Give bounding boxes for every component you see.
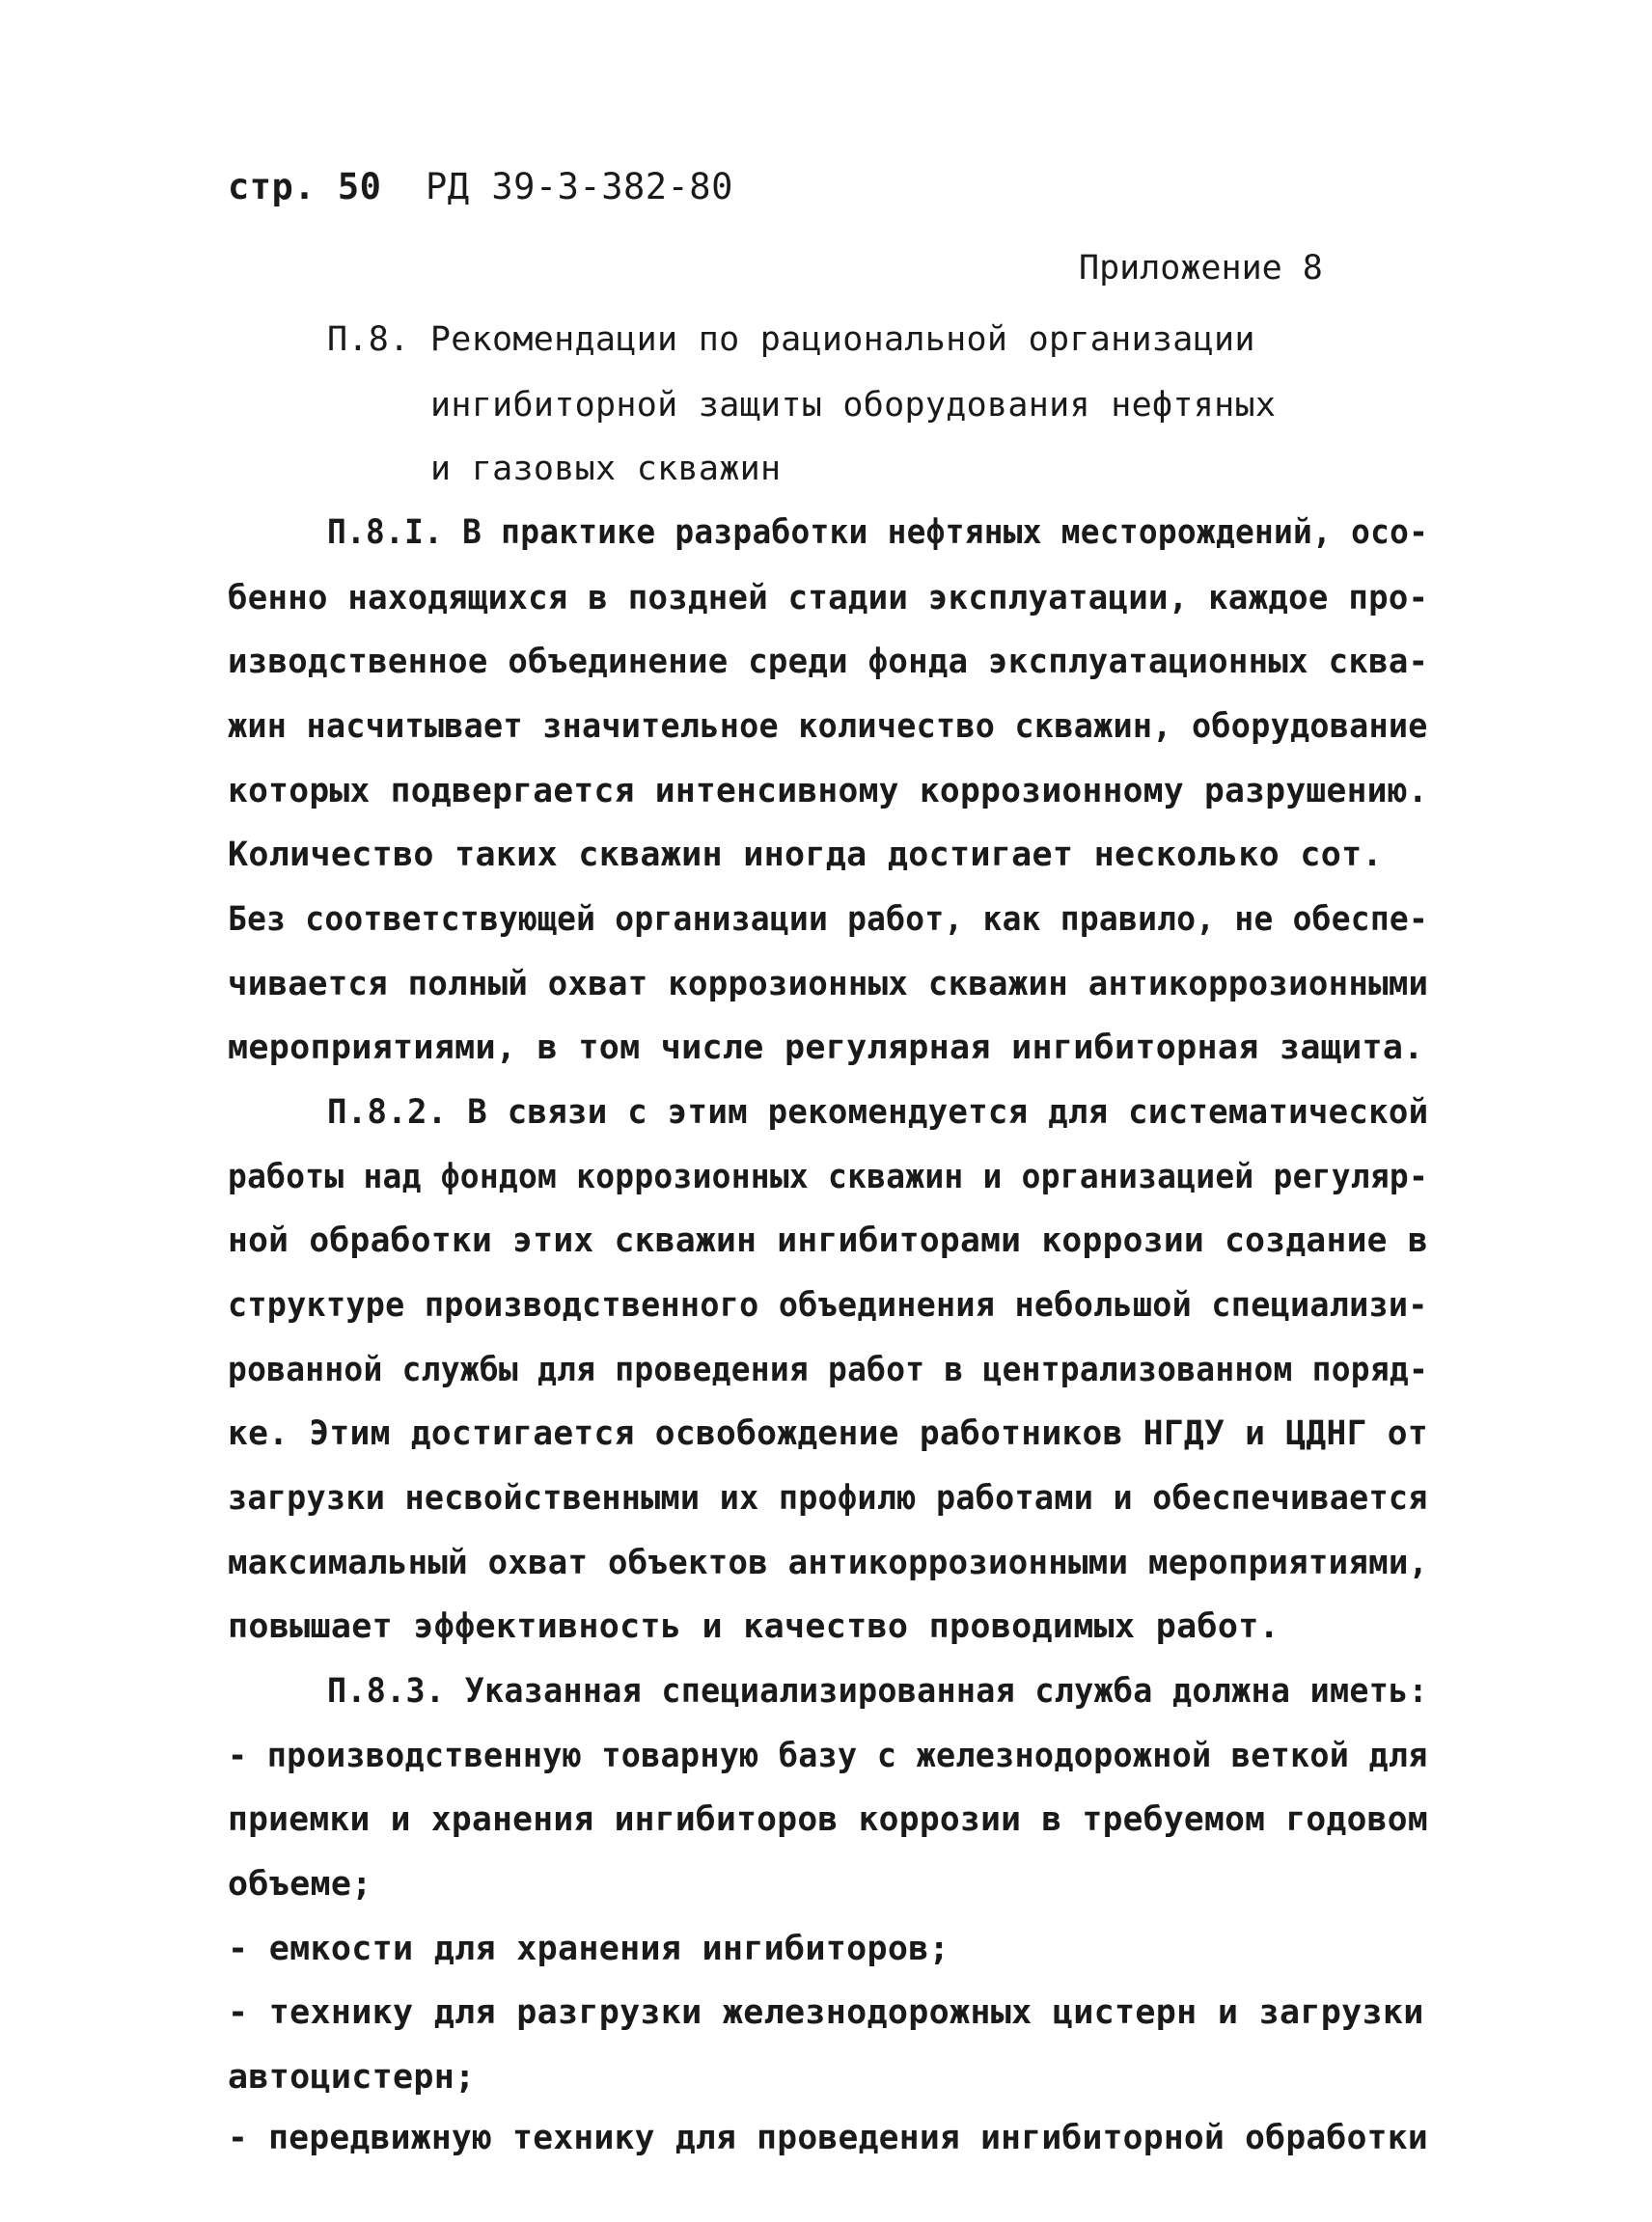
paragraph-line: П.8.3. Указанная специализированная служба должна иметь: bbox=[327, 1672, 1428, 1711]
paragraph-line: рованной службы для проведения работ в централизованном поряд- bbox=[228, 1351, 1429, 1389]
paragraph-line: повышает эффективность и качество проводимых работ. bbox=[228, 1607, 1280, 1646]
list-item-continuation: автоцистерн; bbox=[228, 2058, 476, 2097]
page-number: стр. 50 bbox=[228, 166, 382, 207]
paragraph-line: максимальный охват объектов антикоррозионными мероприятиями, bbox=[228, 1544, 1429, 1582]
paragraph-line: загрузки несвойственными их профилю работами и обеспечивается bbox=[228, 1479, 1428, 1518]
paragraph-line: мероприятиями, в том числе регулярная ингибиторная защита. bbox=[228, 1029, 1424, 1067]
list-item: - передвижную технику для проведения ингибиторной обработки bbox=[228, 2119, 1428, 2157]
paragraph-line: жин насчитывает значительное количество скважин, оборудование bbox=[228, 707, 1428, 746]
list-item: - производственную товарную базу с железнодорожной веткой для bbox=[228, 1737, 1428, 1775]
section-title-line: ингибиторной защиты оборудования нефтяных bbox=[430, 386, 1277, 425]
paragraph-line: которых подвергается интенсивному коррозионному разрушению. bbox=[228, 772, 1428, 810]
list-item: - технику для разгрузки железнодорожных цистерн и загрузки bbox=[228, 1993, 1424, 2032]
paragraph-line: П.8.2. В связи с этим рекомендуется для систематической bbox=[327, 1093, 1429, 1132]
paragraph-line: изводственное объединение среди фонда эксплуатационных сква- bbox=[228, 643, 1429, 681]
paragraph-line: структуре производственного объединения небольшой специализи- bbox=[228, 1286, 1428, 1325]
paragraph-line: П.8.I. В практике разработки нефтяных месторождений, осо- bbox=[327, 513, 1429, 552]
paragraph-line: Без соответствующей организации работ, как правило, не обеспе- bbox=[228, 900, 1429, 939]
list-item-continuation: приемки и хранения ингибиторов коррозии в требуемом годовом bbox=[228, 1800, 1428, 1839]
section-title-line: П.8. Рекомендации по рациональной организации bbox=[327, 320, 1255, 359]
paragraph-line: ной обработки этих скважин ингибиторами коррозии создание в bbox=[228, 1221, 1428, 1260]
section-title-line: и газовых скважин bbox=[430, 450, 782, 488]
paragraph-line: работы над фондом коррозионных скважин и организацией регуляр- bbox=[228, 1158, 1429, 1196]
paragraph-line: бенно находящихся в поздней стадии эксплуатации, каждое про- bbox=[228, 579, 1429, 617]
page-header bbox=[228, 166, 733, 207]
appendix-label: Приложение 8 bbox=[1079, 249, 1323, 288]
document-code: РД 39-3-382-80 bbox=[426, 166, 733, 207]
paragraph-line: чивается полный охват коррозионных скважин антикоррозионными bbox=[228, 965, 1429, 1003]
list-item: - емкости для хранения ингибиторов; bbox=[228, 1930, 950, 1968]
paragraph-line: ке. Этим достигается освобождение работников НГДУ и ЦДНГ от bbox=[228, 1414, 1428, 1453]
list-item-continuation: объеме; bbox=[228, 1865, 372, 1904]
paragraph-line: Количество таких скважин иногда достигает несколько сот. bbox=[228, 836, 1383, 874]
